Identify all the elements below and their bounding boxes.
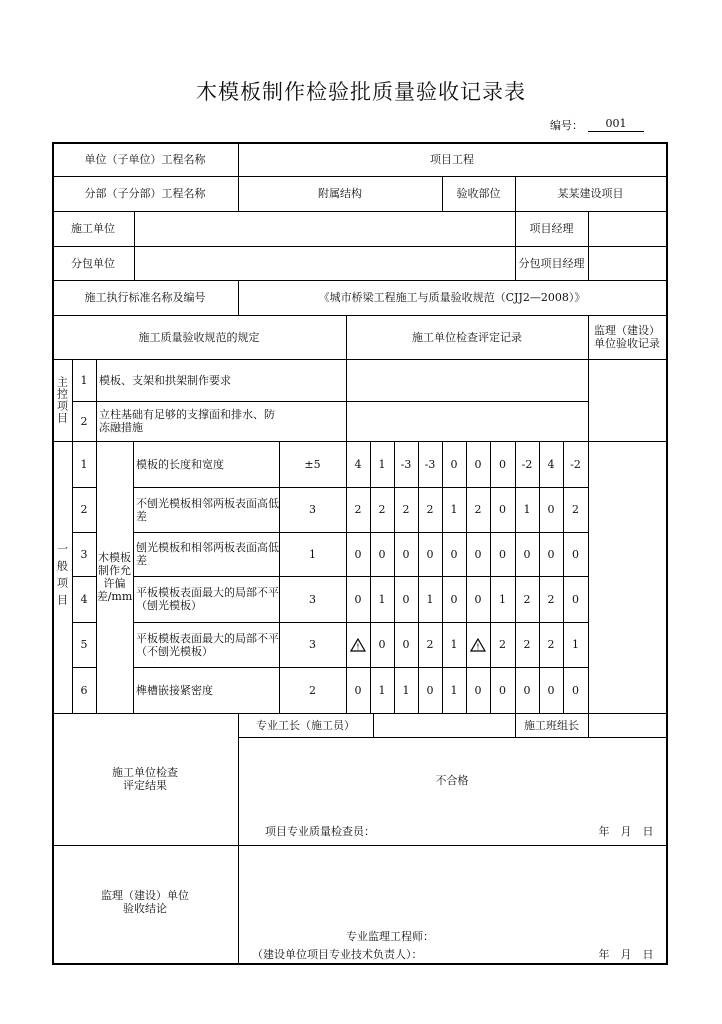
- warning-icon: [466, 622, 490, 667]
- construction-check-line1: 施工单位检查: [112, 766, 178, 779]
- measured-value: 0: [402, 592, 410, 606]
- supervision-conclusion-line2: 验收结论: [123, 902, 167, 915]
- grid-line: [515, 211, 516, 281]
- measured-value: 0: [499, 503, 506, 516]
- tolerance-sublabel: 木模板制作允许偏差/mm: [96, 551, 133, 603]
- grid-line: [515, 441, 516, 714]
- grid-line: [134, 211, 135, 281]
- measured-value: 0: [450, 457, 458, 471]
- measured-value: 0: [378, 638, 386, 651]
- measured-value: 1: [378, 457, 386, 471]
- sub-project-manager-value: [588, 246, 666, 280]
- grid-line: [133, 441, 134, 714]
- grid-line: [238, 142, 239, 212]
- svg-text:!: !: [356, 642, 360, 651]
- subcontractor-label: 分包单位: [71, 256, 115, 270]
- grid-line: [72, 441, 73, 714]
- measured-value: 2: [547, 592, 555, 606]
- measured-value: 1: [378, 683, 386, 697]
- measured-value: 1: [499, 592, 506, 606]
- general-item-tolerance: 3: [309, 638, 316, 651]
- grid-line: [563, 441, 564, 714]
- measured-value: 1: [450, 638, 458, 651]
- general-item-text: 榫槽嵌接紧密度: [136, 683, 213, 697]
- grid-line: [52, 142, 54, 965]
- measured-value: 1: [402, 683, 410, 697]
- standard-value: 《城市桥梁工程施工与质量验收规范（CJJ2—2008）》: [318, 291, 586, 304]
- measured-value: 2: [523, 592, 531, 606]
- general-item-text: 刨光模板和相邻两板表面高低差: [136, 541, 279, 567]
- measured-value: 0: [547, 547, 555, 561]
- inspector-date: 年 月 日: [598, 824, 654, 838]
- measured-value: 0: [547, 683, 555, 697]
- grid-line: [346, 315, 347, 360]
- grid-line: [238, 737, 667, 738]
- supervision-header-line2: 单位验收记录: [594, 337, 660, 350]
- verdict: 不合格: [435, 773, 469, 787]
- serial-label: 编号：: [550, 119, 583, 132]
- grid-line: [588, 359, 589, 442]
- measured-value: 0: [499, 457, 506, 471]
- grid-line: [52, 359, 667, 360]
- grid-line: [442, 441, 443, 714]
- measured-value: 0: [572, 547, 579, 561]
- measured-value: 0: [523, 547, 531, 561]
- measured-value: 2: [426, 503, 434, 516]
- supervision-conclusion-label: [52, 845, 238, 963]
- grid-line: [370, 441, 371, 714]
- supervision-conclusion-line1: 监理（建设）单位: [101, 889, 189, 902]
- measured-value: -2: [570, 457, 581, 471]
- grid-line: [52, 963, 667, 965]
- measured-value: -3: [400, 457, 412, 471]
- inspection-part-label: 验收部位: [456, 187, 501, 200]
- measured-value: 0: [499, 547, 506, 561]
- main-control-label: 主控项目: [55, 376, 69, 424]
- construction-check-label: [52, 713, 238, 845]
- measured-value: 0: [572, 592, 579, 606]
- main-item-1-no: 1: [80, 373, 88, 387]
- measured-value: 2: [378, 503, 386, 516]
- measured-value: 2: [402, 503, 410, 516]
- standard-label: 施工执行标准名称及编号: [84, 291, 206, 304]
- grid-line: [133, 622, 589, 623]
- page-title: 木模板制作检验批质量验收记录表: [196, 80, 526, 104]
- project-manager-label: 项目经理: [529, 222, 574, 235]
- measured-value: 2: [354, 503, 362, 516]
- grid-line: [52, 246, 667, 247]
- general-item-text: 模板的长度和宽度: [136, 457, 224, 471]
- measured-value: 1: [450, 683, 458, 697]
- grid-line: [442, 176, 443, 212]
- measured-value: 2: [499, 638, 506, 651]
- inspection-part-value: 某某建设项目: [557, 187, 624, 200]
- general-item-tolerance: 3: [309, 592, 316, 606]
- general-item-tolerance: 1: [309, 547, 316, 561]
- measured-value: 0: [474, 547, 482, 561]
- general-item-text: 平板模板表面最大的局部不平（不刨光模板）: [136, 631, 279, 658]
- grid-line: [588, 441, 589, 714]
- grid-line: [588, 713, 589, 738]
- measured-value: 4: [547, 457, 555, 471]
- measured-value: -3: [424, 457, 436, 471]
- measured-value: 0: [474, 683, 482, 697]
- general-item-no: 1: [80, 457, 88, 471]
- measured-value: 0: [547, 503, 555, 516]
- measured-value: 2: [547, 638, 555, 651]
- measured-value: 2: [474, 503, 482, 516]
- grid-line: [52, 315, 667, 316]
- grid-line: [133, 487, 589, 488]
- grid-line: [346, 359, 347, 442]
- grid-line: [394, 441, 395, 714]
- supervision-date: 年 月 日: [598, 947, 654, 961]
- grid-line: [72, 487, 97, 488]
- measured-value: 0: [572, 683, 579, 697]
- grid-line: [238, 713, 239, 964]
- general-label: 一般项目: [55, 543, 69, 611]
- svg-text:!: !: [476, 642, 480, 651]
- construction-check-line2: 评定结果: [123, 779, 167, 792]
- grid-line: [72, 532, 97, 533]
- grid-line: [588, 315, 589, 360]
- supervising-engineer-label: 专业监理工程师：: [346, 929, 434, 943]
- grid-line: [52, 211, 667, 212]
- grid-line: [72, 667, 97, 668]
- measured-value: 0: [354, 547, 362, 561]
- general-item-tolerance: 3: [309, 503, 316, 516]
- serial-value: 001: [588, 117, 644, 132]
- main-item-2-no: 2: [80, 414, 88, 428]
- grid-line: [133, 667, 589, 668]
- grid-line: [418, 441, 419, 714]
- spec-header: 施工质量验收规范的规定: [138, 330, 260, 344]
- grid-line: [666, 142, 668, 965]
- grid-line: [133, 532, 589, 533]
- warning-icon: [346, 622, 370, 667]
- grid-line: [539, 441, 540, 714]
- main-item-1-text: 模板、支架和拱架制作要求: [99, 373, 231, 387]
- grid-line: [52, 713, 667, 714]
- measured-value: 0: [450, 547, 458, 561]
- grid-line: [52, 280, 667, 281]
- supervision-header: [588, 315, 666, 359]
- grid-line: [515, 713, 516, 738]
- measured-value: 0: [402, 547, 410, 561]
- general-item-no: 4: [80, 592, 88, 606]
- measured-value: 1: [523, 503, 531, 516]
- grid-line: [588, 211, 589, 281]
- grid-line: [96, 441, 97, 714]
- measured-value: 0: [354, 683, 362, 697]
- measured-value: 0: [426, 547, 434, 561]
- grid-line: [52, 441, 667, 442]
- main-item-2-text: 立柱基础有足够的支撑面和排水、防冻融措施: [99, 408, 275, 434]
- unit-name-label: 单位（子单位）工程名称: [84, 153, 206, 166]
- grid-line: [373, 713, 374, 738]
- general-item-tolerance: 2: [309, 683, 316, 697]
- measured-value: 0: [378, 547, 386, 561]
- grid-line: [96, 359, 97, 442]
- sub-project-label: 分部（子分部）工程名称: [84, 187, 206, 200]
- measured-value: 0: [474, 592, 482, 606]
- team-leader-label: 施工班组长: [524, 718, 579, 732]
- measured-value: 0: [474, 457, 482, 471]
- grid-line: [133, 576, 589, 577]
- grid-line: [515, 176, 516, 212]
- general-item-tolerance: ±5: [304, 457, 321, 471]
- project-manager-value: [588, 211, 666, 246]
- supervision-header-line1: 监理（建设）: [594, 324, 660, 337]
- foreman-label: 专业工长（施工员）: [256, 718, 355, 732]
- measured-value: 0: [450, 592, 458, 606]
- sub-project-manager-label: 分包项目经理: [518, 256, 585, 270]
- check-record-header: 施工单位检查评定记录: [412, 330, 522, 344]
- subcontractor-value: [134, 246, 515, 280]
- measured-value: 0: [354, 592, 362, 606]
- measured-value: 1: [572, 638, 579, 651]
- measured-value: 2: [523, 638, 531, 651]
- general-item-no: 2: [80, 503, 88, 516]
- measured-value: 2: [426, 638, 434, 651]
- measured-value: 0: [426, 683, 434, 697]
- measured-value: 0: [402, 638, 410, 651]
- measured-value: 0: [523, 683, 531, 697]
- general-item-text: 平板模板表面最大的局部不平（刨光模板）: [136, 586, 279, 612]
- general-item-text: 不刨光模板相邻两板表面高低差: [136, 496, 279, 523]
- measured-value: -2: [521, 457, 533, 471]
- grid-line: [279, 441, 280, 714]
- unit-name-value: 项目工程: [430, 153, 474, 166]
- sub-project-value: 附属结构: [318, 187, 362, 200]
- technical-lead-label: （建设单位项目专业技术负责人）：: [252, 947, 423, 961]
- measured-value: 2: [572, 503, 579, 516]
- general-item-no: 5: [80, 638, 88, 651]
- constructor-label: 施工单位: [71, 222, 115, 235]
- general-item-no: 3: [80, 547, 88, 561]
- grid-line: [466, 441, 467, 714]
- grid-line: [72, 359, 73, 442]
- measured-value: 1: [450, 503, 458, 516]
- grid-line: [72, 576, 97, 577]
- grid-line: [72, 622, 97, 623]
- grid-line: [346, 441, 347, 714]
- constructor-value: [134, 211, 515, 246]
- general-item-no: 6: [80, 683, 88, 697]
- measured-value: 0: [499, 683, 506, 697]
- quality-inspector-label: 项目专业质量检查员：: [265, 824, 375, 838]
- measured-value: 4: [354, 457, 362, 471]
- team-leader-value: [588, 713, 666, 737]
- measured-value: 1: [426, 592, 434, 606]
- grid-line: [52, 142, 667, 144]
- measured-value: 1: [378, 592, 386, 606]
- foreman-value: [373, 713, 515, 737]
- grid-line: [52, 176, 667, 177]
- grid-line: [490, 441, 491, 714]
- grid-line: [52, 845, 667, 846]
- grid-line: [238, 280, 239, 316]
- grid-line: [72, 401, 589, 402]
